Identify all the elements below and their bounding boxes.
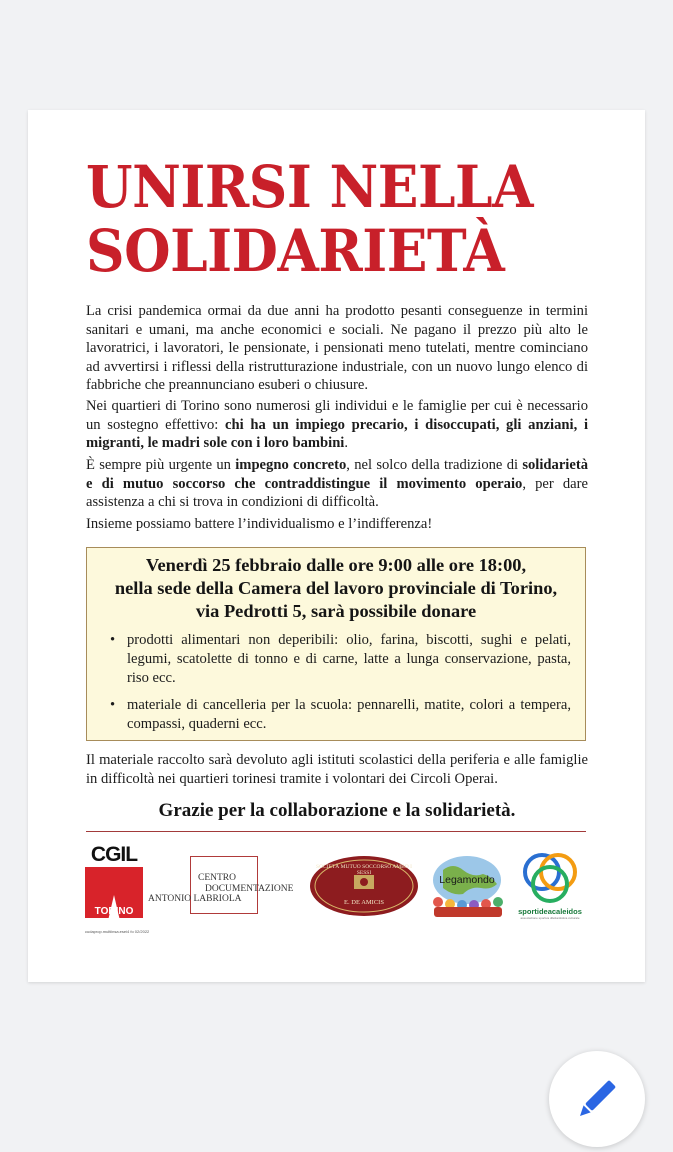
labriola-logo <box>148 856 300 914</box>
p3-end: , per dare assistenza a chi si trova in condizioni di difficoltà. <box>86 475 588 511</box>
donation-list <box>87 631 585 734</box>
soms-bottom-text: E. DE AMICIS <box>344 899 384 906</box>
p3-bold-2: solidarietà e di mutuo soccorso che contraddistingue il movimento operaio <box>86 457 588 492</box>
p2-text: Nei quartieri di Torino sono numerosi gli individui e le famiglie per cui è necessario un sostegno effettivo: <box>86 398 588 433</box>
box-line-2: nella sede della Camera del lavoro provinciale di Torino, <box>114 578 558 598</box>
poster-title <box>86 155 555 283</box>
cgil-logo-city: TORINO <box>94 906 134 917</box>
divider <box>86 831 586 832</box>
sportidea-sublabel: associazione sportiva dilettantistica culturale <box>520 916 580 920</box>
rings-icon <box>514 850 586 906</box>
edit-fab-button[interactable] <box>549 1051 645 1147</box>
footnote: cudaprop.multiinsa.esei4 fo 02/2022 <box>85 929 150 934</box>
cgil-logo-panel <box>85 867 143 918</box>
p2-end: . <box>344 435 349 452</box>
box-line-1: Venerdì 25 febbraio dalle ore 9:00 alle ore 18:00, <box>145 555 527 575</box>
p2-bold: chi ha un impiego precario, i disoccupati, gli anziani, i migranti, le madri sole con i loro bambini <box>86 416 588 452</box>
p3-mid: , nel solco della tradizione di <box>346 457 523 473</box>
bullet-icon: • <box>110 632 116 648</box>
labriola-line-3: ANTONIO LABRIOLA <box>148 894 242 904</box>
poster-page <box>28 110 645 982</box>
list-item <box>110 631 571 688</box>
pencil-icon <box>549 1051 645 1147</box>
title-line-1: UNIRSI NELLA <box>86 153 534 221</box>
sportidea-label: sportideacaleidos <box>518 907 582 916</box>
title-line-2: SOLIDARIETÀ <box>86 217 505 285</box>
together-paragraph: Insieme possiamo battere l’individualismo e l’indifferenza! <box>86 516 433 532</box>
list-item <box>110 696 571 734</box>
globe-icon <box>428 852 506 920</box>
labriola-line-1: CENTRO <box>198 873 236 883</box>
bullet-icon: • <box>110 697 116 713</box>
list-item-text: materiale di cancelleria per la scuola: pennarelli, matite, colori a tempera, compassi, quaderni ecc. <box>127 697 571 732</box>
sportidea-logo <box>514 850 586 924</box>
commitment-paragraph <box>86 456 588 512</box>
legamondo-logo <box>428 852 506 920</box>
box-line-3: via Pedrotti 5, sarà possibile donare <box>195 601 477 621</box>
list-item-text: prodotti alimentari non deperibili: olio, farina, biscotti, sughi e pelati, legumi, scatolette di tonno e di carne, latte a lunga conservazione, pasta, riso ecc. <box>127 632 571 686</box>
donation-box <box>86 547 586 741</box>
thanks-line: Grazie per la collaborazione e la solidarietà. <box>158 800 516 821</box>
soms-top-text: SOCIETÀ MUTUO SOCCORSO AMBO I SESSI <box>316 864 412 876</box>
destination-paragraph: Il materiale raccolto sarà devoluto agli istituti scolastici della periferia e alle famiglie in difficoltà nei quartieri torinesi tramite i volontari dei Circoli Operai. <box>86 752 588 787</box>
labriola-line-2: DOCUMENTAZIONE <box>205 884 294 894</box>
intro-paragraph: La crisi pandemica ormai da due anni ha prodotto pesanti conseguenze in termini sanitari e umani, ma anche economici e sociali. Ne pagano il prezzo più alto le lavoratrici, i lavoratori, le pensionate, i pensionati meno tutelati, mentre cominciano ad avvertirsi i riflessi della ristrutturazione industriale, con un nuovo lungo elenco di fabbriche che preannunciano esuberi o chiusure. <box>86 303 588 394</box>
neighborhoods-paragraph <box>86 397 588 453</box>
p3-text: È sempre più urgente un <box>86 457 236 473</box>
legamondo-label: Legamondo <box>439 874 495 886</box>
p3-bold-1: impegno concreto <box>235 457 347 473</box>
donation-box-heading <box>87 554 585 623</box>
cgil-logo <box>85 843 143 918</box>
soms-logo <box>309 855 419 917</box>
cgil-logo-text: CGIL <box>90 843 138 866</box>
